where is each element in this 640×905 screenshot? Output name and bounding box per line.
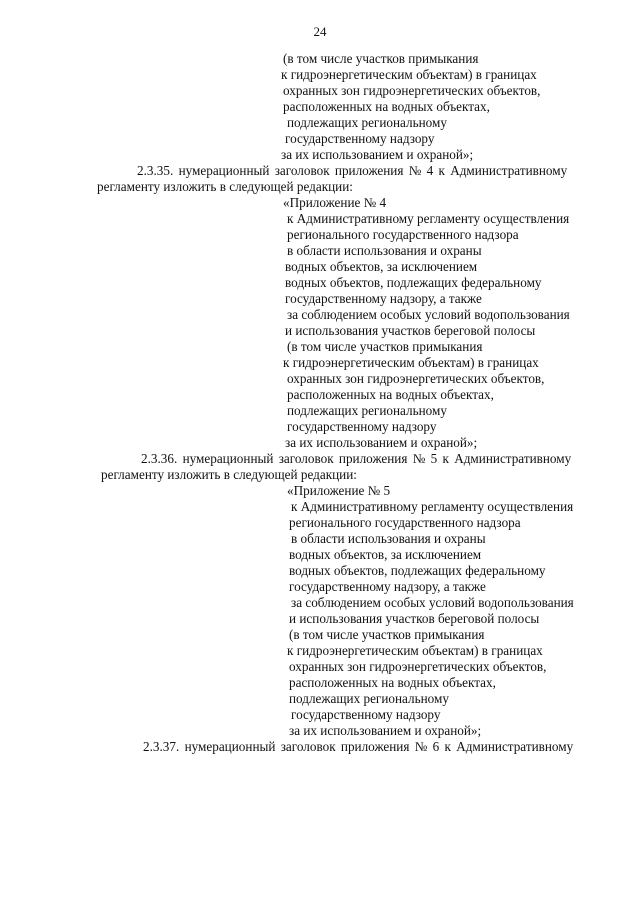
text-line: охранных зон гидроэнергетических объектов,	[289, 659, 547, 674]
text-line: за соблюдением особых условий водопользования	[291, 595, 574, 610]
text-line: к Административному регламенту осуществления	[291, 499, 574, 514]
text-line: «Приложение № 5	[287, 483, 391, 498]
text-line: за их использованием и охраной»;	[281, 147, 474, 162]
text-line: государственному надзору, а также	[285, 291, 482, 306]
text-line: к гидроэнергетическим объектам) в границах	[281, 67, 537, 82]
paragraph-first-line: 2.3.35. нумерационный заголовок приложения № 4 к Административному	[137, 163, 568, 178]
text-line: государственному надзору	[285, 131, 435, 146]
text-line: к гидроэнергетическим объектам) в границах	[283, 355, 539, 370]
text-line: к гидроэнергетическим объектам) в границах	[287, 643, 543, 658]
text-line: за соблюдением особых условий водопользования	[287, 307, 570, 322]
text-line: расположенных на водных объектах,	[283, 99, 490, 114]
text-line: расположенных на водных объектах,	[289, 675, 496, 690]
text-line: и использования участков береговой полосы	[285, 323, 536, 338]
text-line: за их использованием и охраной»;	[285, 435, 478, 450]
text-line: охранных зон гидроэнергетических объектов,	[283, 83, 541, 98]
text-line: подлежащих региональному	[287, 403, 447, 418]
text-line: охранных зон гидроэнергетических объектов,	[287, 371, 545, 386]
text-line: водных объектов, за исключением	[285, 259, 478, 274]
text-line: регионального государственного надзора	[289, 515, 521, 530]
text-line: государственному надзору	[287, 419, 437, 434]
text-line: к Административному регламенту осуществления	[287, 211, 570, 226]
text-line: в области использования и охраны	[291, 531, 486, 546]
text-line: государственному надзору, а также	[289, 579, 486, 594]
text-line: расположенных на водных объектах,	[287, 387, 494, 402]
text-line: (в том числе участков примыкания	[289, 627, 485, 642]
text-line: «Приложение № 4	[283, 195, 387, 210]
text-line: в области использования и охраны	[287, 243, 482, 258]
paragraph-first-line: 2.3.36. нумерационный заголовок приложения № 5 к Административному	[141, 451, 572, 466]
page-number: 24	[313, 24, 327, 39]
text-line: водных объектов, подлежащих федеральному	[285, 275, 542, 290]
text-line: подлежащих региональному	[289, 691, 449, 706]
paragraph-line: регламенту изложить в следующей редакции:	[101, 467, 357, 482]
paragraph-first-line: 2.3.37. нумерационный заголовок приложения № 6 к Административному	[143, 739, 574, 754]
text-line: и использования участков береговой полосы	[289, 611, 540, 626]
text-line: водных объектов, за исключением	[289, 547, 482, 562]
text-line: регионального государственного надзора	[287, 227, 519, 242]
text-line: за их использованием и охраной»;	[289, 723, 482, 738]
text-line: (в том числе участков примыкания	[287, 339, 483, 354]
paragraph-line: регламенту изложить в следующей редакции:	[97, 179, 353, 194]
text-line: (в том числе участков примыкания	[283, 51, 479, 66]
text-line: государственному надзору	[291, 707, 441, 722]
text-line: подлежащих региональному	[287, 115, 447, 130]
text-line: водных объектов, подлежащих федеральному	[289, 563, 546, 578]
